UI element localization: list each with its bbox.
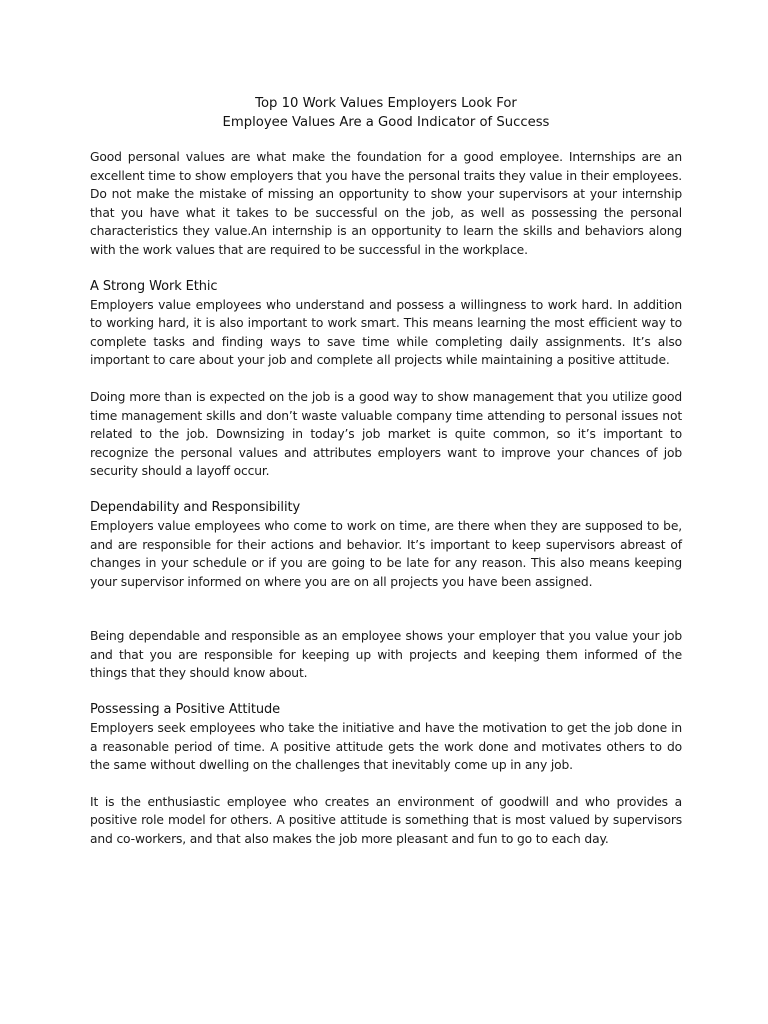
dependability-paragraph-2: Being dependable and responsible as an employee shows your employer that you value your job and that you are responsible for keeping up with projects and keeping them informed of the things that they should know about. [90,629,682,681]
work-ethic-paragraph-1: Employers value employees who understand and possess a willingness to work hard. In addition to working hard, it is also important to work smart. This means learning the most efficient way to complete tasks and finding ways to save time while completing daily assignments. It’s also important to care about your job and complete all projects while maintaining a positive attitude. [90,297,682,368]
positive-attitude-paragraph-2: It is the enthusiastic employee who creates an environment of goodwill and who provides a positive role model for others. A positive attitude is something that is most valued by supervisors and co-workers, and that also makes the job more pleasant and fun to go to each day. [90,794,682,847]
dependability-paragraph-1: Employers value employees who come to work on time, are there when they are supposed to be, and are responsible for their actions and behavior. It’s important to keep supervisors abreast of changes in your schedule or if you are going to be late for any reason. This also means keeping your supervisor informed on where you are on all projects you have been assigned. [90,518,682,589]
title-line-1: Top 10 Work Values Employers Look For [255,96,517,111]
section-heading-positive-attitude: Possessing a Positive Attitude [90,702,281,718]
positive-attitude-paragraph-1: Employers seek employees who take the initiative and have the motivation to get the job done in a reasonable period of time. A positive attitude gets the work done and motivates others to do the same without dwelling on the challenges that inevitably come up in any job. [90,721,682,773]
work-ethic-paragraph-2: Doing more than is expected on the job is a good way to show management that you utilize good time management skills and don’t waste valuable company time attending to personal issues not related to the job. Downsizing in today’s job market is quite common, so it’s important to recognize the personal values and attributes employers want to improve your chances of job security should a layoff occur. [90,389,682,479]
intro-paragraph: Good personal values are what make the foundation for a good employee. Internships are an excellent time to show employers that you have the personal traits they value in their employees. Do not make the mistake of missing an opportunity to show your supervisors at your internship that you have what it takes to be successful on the job, as well as possessing the personal characteristics they value.An internship is an opportunity to learn the skills and behaviors along with the work values that are required to be successful in the workplace. [90,150,682,257]
section-heading-dependability: Dependability and Responsibility [90,499,301,515]
title-line-2: Employee Values Are a Good Indicator of Success [222,115,550,130]
document-title [90,94,682,132]
section-heading-work-ethic: A Strong Work Ethic [90,278,218,294]
